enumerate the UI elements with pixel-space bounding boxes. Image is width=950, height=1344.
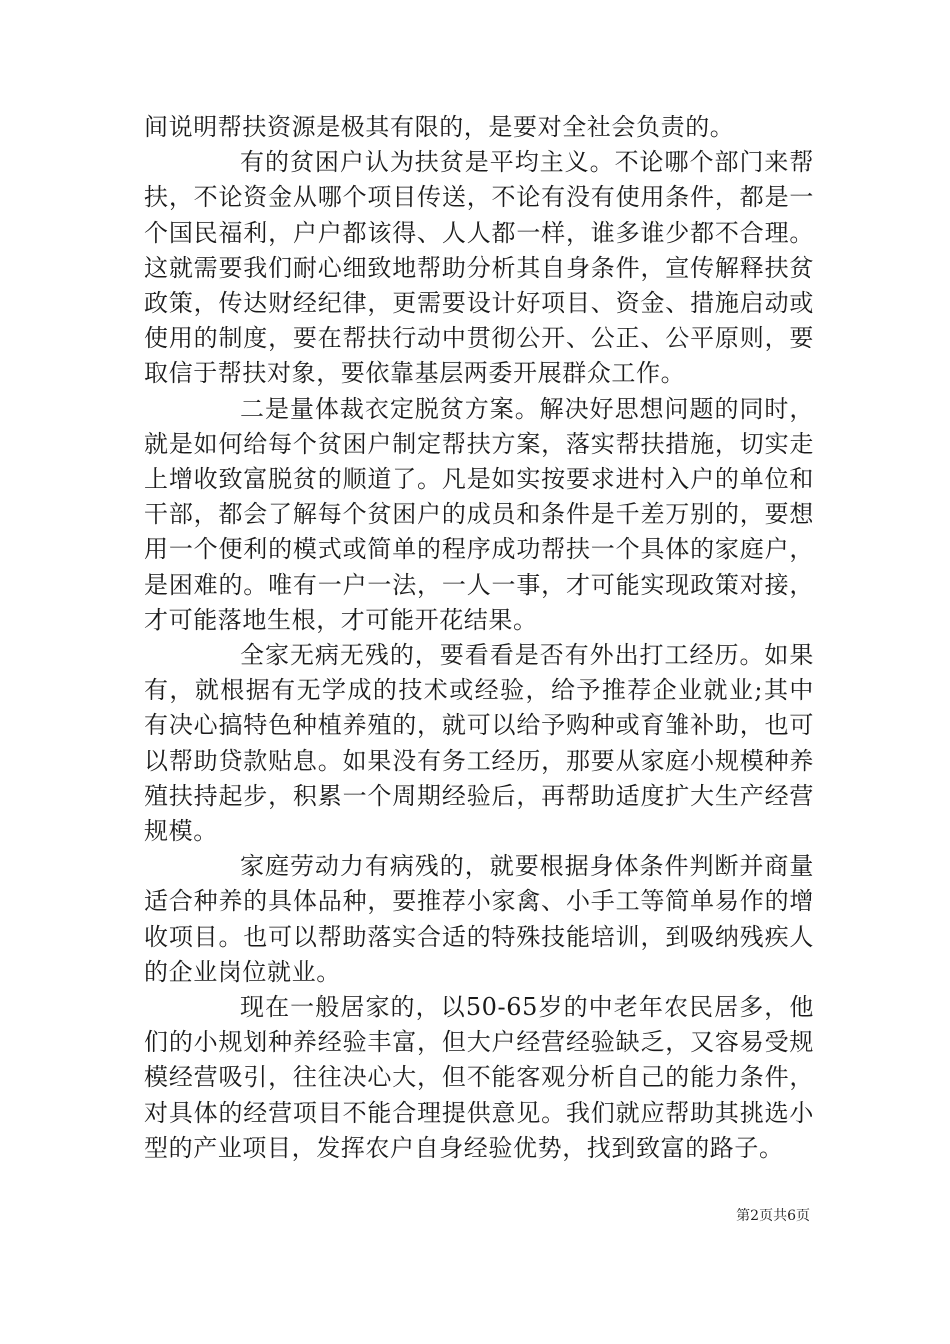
paragraph-1: 间说明帮扶资源是极其有限的，是要对全社会负责的。 (144, 113, 735, 141)
paragraph-6: 现在一般居家的，以50-65岁的中老年农民居多，他们的小规划种养经验丰富，但大户经营经验缺乏，又容易受规模经营吸引，往往决心大，但不能客观分析自己的能力条件，对具体的经营项目不能合理提供意见。我们就应帮助其挑选小型的产业项目，发挥农户自身经验优势，找到致富的路子。 (144, 993, 814, 1162)
paragraph-4: 全家无病无残的，要看看是否有外出打工经历。如果有，就根据有无学成的技术或经验，给予推荐企业就业;其中有决心搞特色种植养殖的，就可以给予购种或育雏补助，也可以帮助贷款贴息。如果没有务工经历，那要从家庭小规模种养殖扶持起步，积累一个周期经验后，再帮助适度扩大生产经营规模。 (144, 641, 814, 846)
paragraph-5: 家庭劳动力有病残的，就要根据身体条件判断并商量适合种养的具体品种，要推荐小家禽、小手工等简单易作的增收项目。也可以帮助落实合适的特殊技能培训，到吸纳残疾人的企业岗位就业。 (144, 852, 814, 986)
paragraph-3: 二是量体裁衣定脱贫方案。解决好思想问题的同时，就是如何给每个贫困户制定帮扶方案，落实帮扶措施，切实走上增收致富脱贫的顺道了。凡是如实按要求进村入户的单位和干部，都会了解每个贫困户的成员和条件是千差万别的，要想用一个便利的模式或简单的程序成功帮扶一个具体的家庭户，是困难的。唯有一户一法，一人一事，才可能实现政策对接，才可能落地生根，才可能开花结果。 (144, 394, 814, 634)
paragraph-2: 有的贫困户认为扶贫是平均主义。不论哪个部门来帮扶，不论资金从哪个项目传送，不论有没有使用条件，都是一个国民福利，户户都该得、人人都一样，谁多谁少都不合理。这就需要我们耐心细致地帮助分析其自身条件，宣传解释扶贫政策，传达财经纪律，更需要设计好项目、资金、措施启动或使用的制度，要在帮扶行动中贯彻公开、公正、公平原则，要取信于帮扶对象，要依靠基层两委开展群众工作。 (144, 148, 814, 388)
page-number-footer: 第2页共6页 (736, 1208, 810, 1224)
document-body (144, 110, 814, 1166)
